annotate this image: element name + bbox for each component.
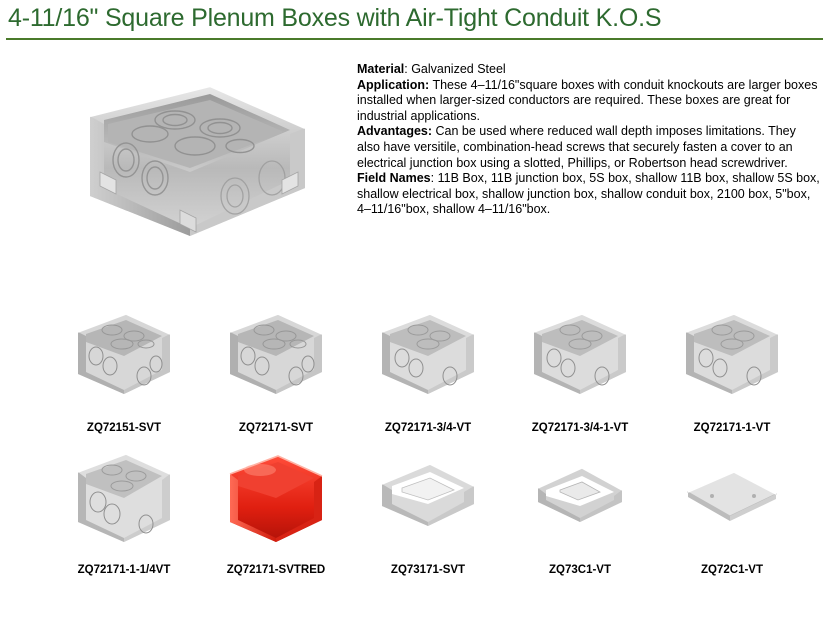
product-cell[interactable]	[352, 298, 504, 434]
product-grid	[48, 298, 808, 584]
spec-fieldnames-value: : 11B Box, 11B junction box, 5S box, shallow 11B box, shallow 5S box, shallow electrical box, shallow junction box, shallow conduit box, 2100 box, 5"box, 4–11/16"box, shallow 4–11/16"box.	[357, 171, 820, 217]
spec-application-value: These 4–11/16"square boxes with conduit knockouts are larger boxes installed when larger-sized conductors are required. These boxes are great for industrial applications.	[357, 77, 818, 123]
product-code: ZQ72171-1-VT	[693, 422, 771, 434]
specification-text	[357, 62, 822, 218]
box-zq72151-svt-image	[64, 298, 184, 416]
product-code: ZQ72171-SVTRED	[226, 564, 326, 576]
product-cell[interactable]	[200, 442, 352, 576]
page-title-bar	[0, 0, 829, 34]
cover-zq72c1-vt-image	[672, 442, 792, 560]
box-zq72171-svtred-image	[216, 442, 336, 560]
spec-advantages-value: Can be used where reduced wall depth imposes limitations. They also have versitile, combination-head screws that securely fasten a cover to an electrical junction box using a slotted, Phillips, or Robertson head screwdriver.	[357, 124, 796, 170]
product-row	[48, 442, 808, 576]
product-cell[interactable]	[504, 442, 656, 576]
product-cell[interactable]	[656, 442, 808, 576]
spec-application-label: Application:	[357, 77, 430, 92]
spec-fieldnames	[357, 171, 822, 218]
box-zq72171-1-14vt-image	[64, 442, 184, 560]
ring-zq73171-svt-image	[368, 442, 488, 560]
product-row	[48, 298, 808, 434]
product-cell[interactable]	[48, 298, 200, 434]
product-code: ZQ72171-1-1/4VT	[77, 564, 171, 576]
spec-advantages-label: Advantages:	[357, 124, 433, 139]
spec-advantages	[357, 124, 822, 171]
square-plenum-box-illustration	[60, 68, 325, 253]
product-code: ZQ72151-SVT	[86, 422, 162, 434]
product-cell[interactable]	[352, 442, 504, 576]
spec-application	[357, 78, 822, 125]
product-code: ZQ72171-3/4-VT	[384, 422, 472, 434]
product-code: ZQ72171-3/4-1-VT	[531, 422, 629, 434]
hero-product-image	[60, 68, 325, 253]
spec-material-value: : Galvanized Steel	[404, 62, 506, 76]
product-cell[interactable]	[48, 442, 200, 576]
product-cell[interactable]	[200, 298, 352, 434]
page-title: 4-11/16" Square Plenum Boxes with Air-Tight Conduit K.O.S	[8, 4, 662, 32]
product-code: ZQ73C1-VT	[549, 564, 611, 576]
spec-material-label: Material	[357, 62, 405, 76]
spec-fieldnames-label: Field Names	[357, 171, 431, 186]
product-code: ZQ72C1-VT	[701, 564, 763, 576]
product-cell[interactable]	[656, 298, 808, 434]
product-code: ZQ73171-SVT	[390, 564, 466, 576]
title-divider	[6, 38, 823, 40]
spec-material	[357, 62, 822, 78]
box-zq72171-34-1-vt-image	[520, 298, 640, 416]
box-zq72171-34-vt-image	[368, 298, 488, 416]
box-zq72171-1-vt-image	[672, 298, 792, 416]
ring-zq73c1-vt-image	[520, 442, 640, 560]
box-zq72171-svt-image	[216, 298, 336, 416]
product-cell[interactable]	[504, 298, 656, 434]
product-code: ZQ72171-SVT	[238, 422, 314, 434]
